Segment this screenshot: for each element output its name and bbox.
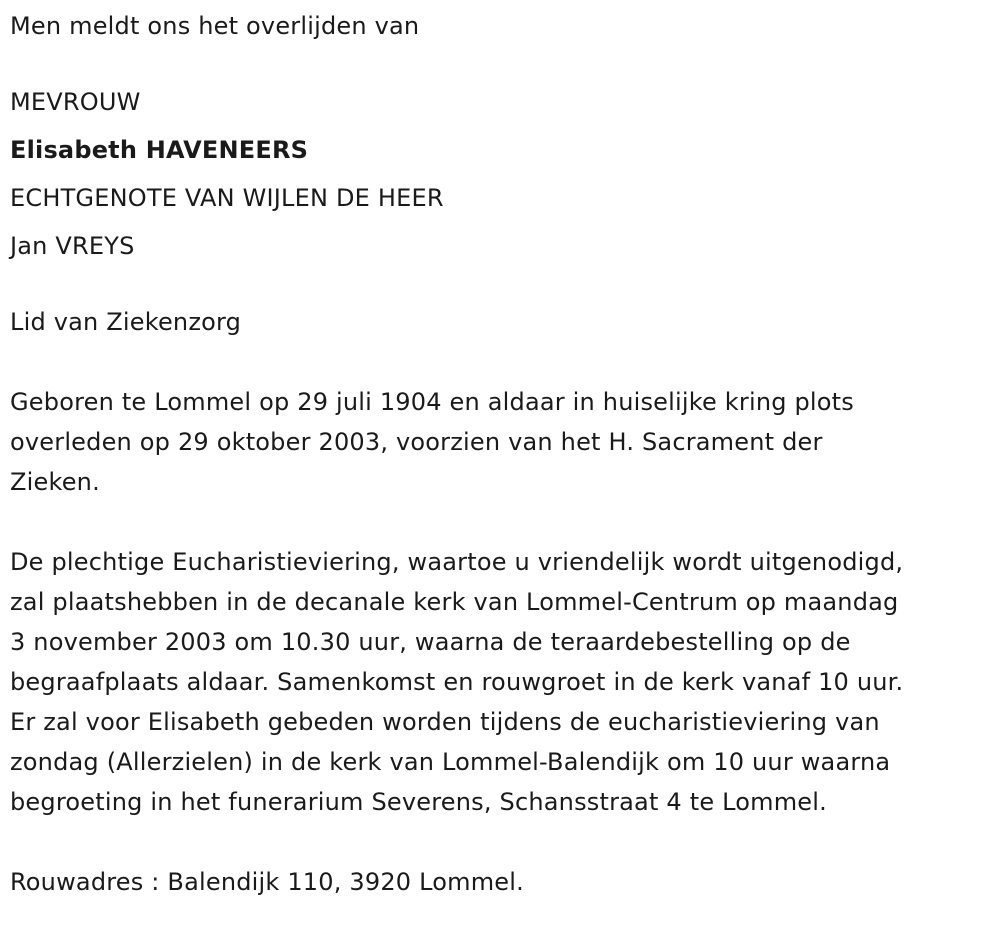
intro-text: Men meldt ons het overlijden van	[10, 12, 420, 40]
person-relation: ECHTGENOTE VAN WIJLEN DE HEER	[10, 184, 444, 212]
person-name: Elisabeth HAVENEERS	[10, 136, 309, 164]
paragraph-line: De plechtige Eucharistieviering, waartoe u vriendelijk wordt uitgenodigd,	[10, 548, 904, 576]
spouse-name: Jan VREYS	[10, 232, 135, 260]
spacer	[10, 270, 995, 302]
paragraph-line: zal plaatshebben in de decanale kerk van Lommel-Centrum op maandag	[10, 588, 899, 616]
paragraph-line: Geboren te Lommel op 29 juli 1904 en aldaar in huiselijke kring plots	[10, 388, 854, 416]
paragraph-line: zondag (Allerzielen) in de kerk van Lommel-Balendijk om 10 uur waarna	[10, 748, 891, 776]
mourning-address: Rouwadres : Balendijk 110, 3920 Lommel.	[10, 868, 524, 896]
paragraph-line: begroeting in het funerarium Severens, Schansstraat 4 te Lommel.	[10, 788, 827, 816]
spacer	[10, 822, 995, 862]
spacer	[10, 342, 995, 382]
membership-text: Lid van Ziekenzorg	[10, 308, 242, 336]
paragraph-line: overleden op 29 oktober 2003, voorzien van het H. Sacrament der	[10, 428, 823, 456]
paragraph-line: begraafplaats aldaar. Samenkomst en rouwgroet in de kerk vanaf 10 uur.	[10, 668, 904, 696]
person-block	[10, 78, 995, 270]
person-title: MEVROUW	[10, 88, 141, 116]
spacer	[10, 46, 995, 78]
death-notice	[10, 6, 995, 902]
paragraph-line: Zieken.	[10, 468, 100, 496]
birth-death-paragraph	[10, 382, 995, 502]
paragraph-line: 3 november 2003 om 10.30 uur, waarna de teraardebestelling op de	[10, 628, 851, 656]
paragraph-line: Er zal voor Elisabeth gebeden worden tijdens de eucharistieviering van	[10, 708, 880, 736]
ceremony-paragraph	[10, 542, 995, 822]
spacer	[10, 502, 995, 542]
